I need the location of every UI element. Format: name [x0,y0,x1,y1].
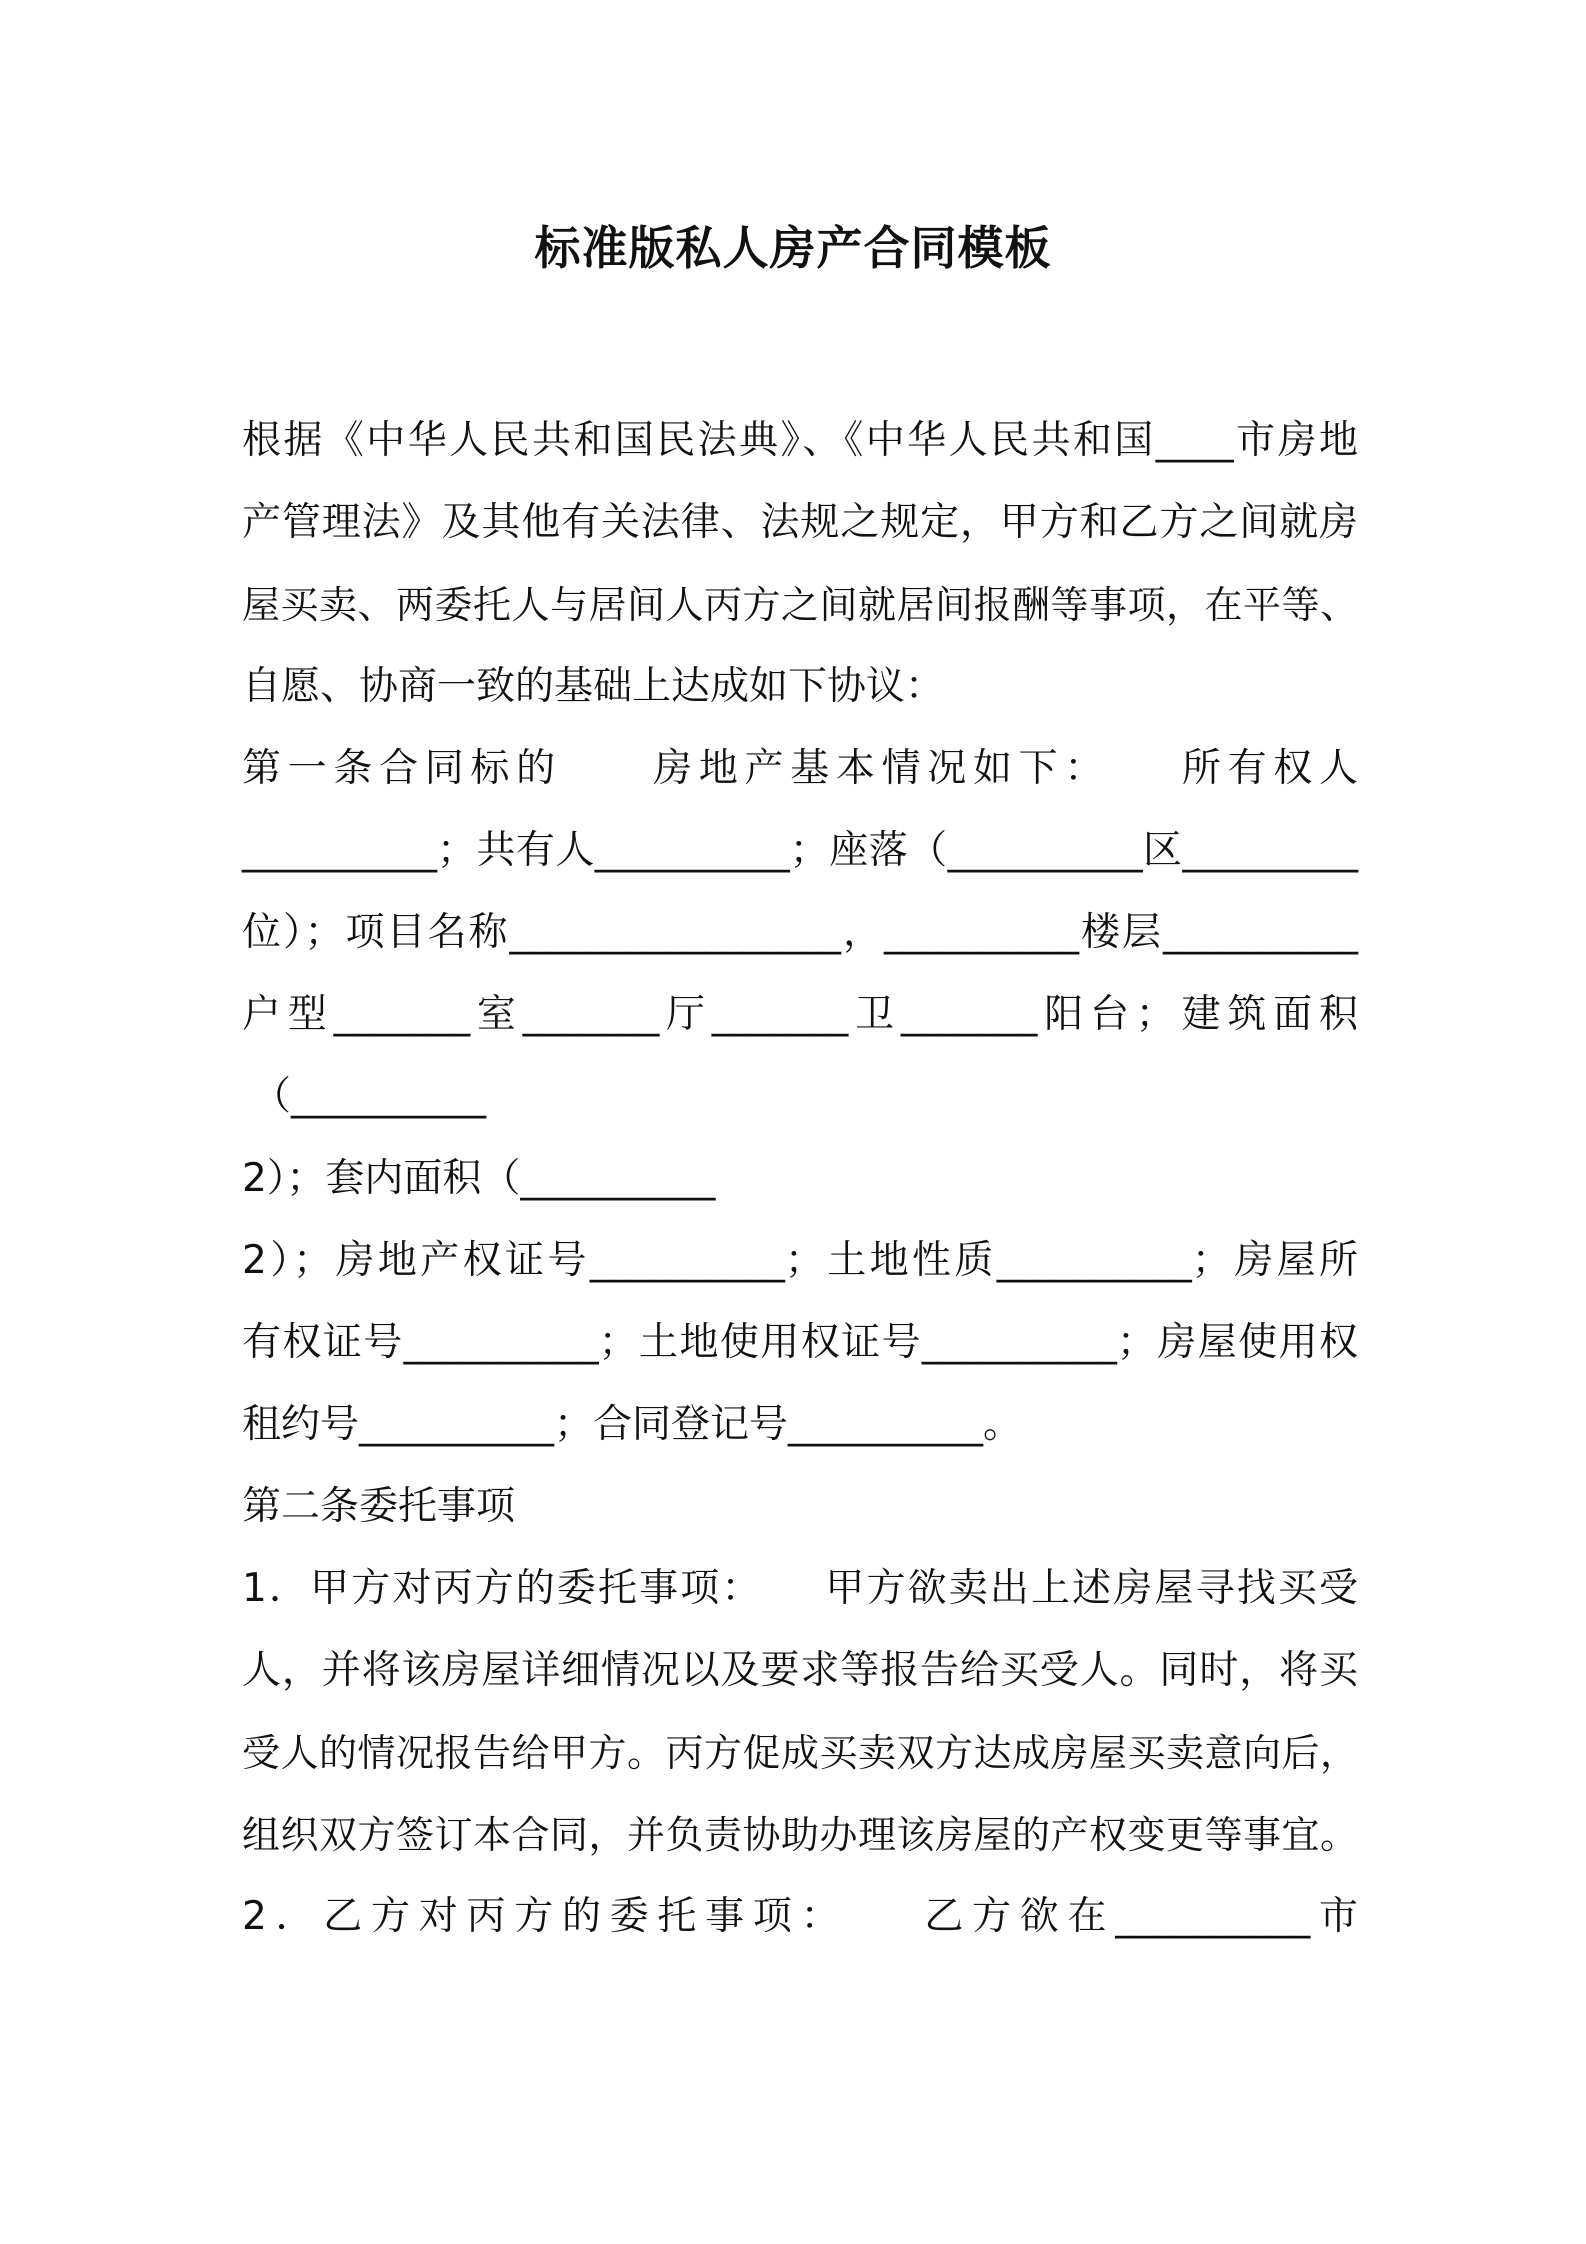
text-line: 自愿、协商一致的基础上达成如下协议： [242,664,945,709]
text-line: __________；共有人__________；座落（__________区_________ [242,828,1358,873]
text-line: 组织双方签订本合同，并负责协助办理该房屋的产权变更等事宜。 [242,1813,1358,1857]
text-line: 2）；套内面积（__________ [242,1156,716,1201]
text-line: 2）；房地产权证号__________；土地性质__________；房屋所 [242,1238,1358,1283]
text-line: 1．甲方对丙方的委托事项： 甲方欲卖出上述房屋寻找买受 [242,1566,1358,1611]
text-line: 位）；项目名称_________________，__________楼层__________ [242,910,1358,955]
text-line: 受人的情况报告给甲方。丙方促成买卖双方达成房屋买卖意向后， [242,1731,1358,1775]
text-line: 人，并将该房屋详细情况以及要求等报告给买受人。同时，将买 [242,1648,1358,1693]
text-line: 有权证号__________；土地使用权证号__________；房屋使用权 [242,1320,1358,1365]
text-line: 2．乙方对丙方的委托事项： 乙方欲在__________市 [242,1894,1358,1939]
page-title: 标准版私人房产合同模板 [534,221,1052,275]
text-line: 产管理法》及其他有关法律、法规之规定，甲方和乙方之间就房 [242,500,1358,545]
text-line: 第一条合同标的 房地产基本情况如下： 所有权人 [242,746,1358,791]
text-line: 租约号__________；合同登记号__________。 [242,1402,1023,1447]
text-line: 屋买卖、两委托人与居间人丙方之间就居间报酬等事项，在平等、 [242,583,1358,627]
text-line: 户型_______室_______厅_______卫_______阳台；建筑面积 [242,992,1358,1037]
section-heading: 第二条委托事项 [242,1484,516,1529]
text-line: 根据《中华人民共和国民法典》、《中华人民共和国____市房地 [242,418,1358,463]
text-line: （__________ [252,1074,487,1119]
